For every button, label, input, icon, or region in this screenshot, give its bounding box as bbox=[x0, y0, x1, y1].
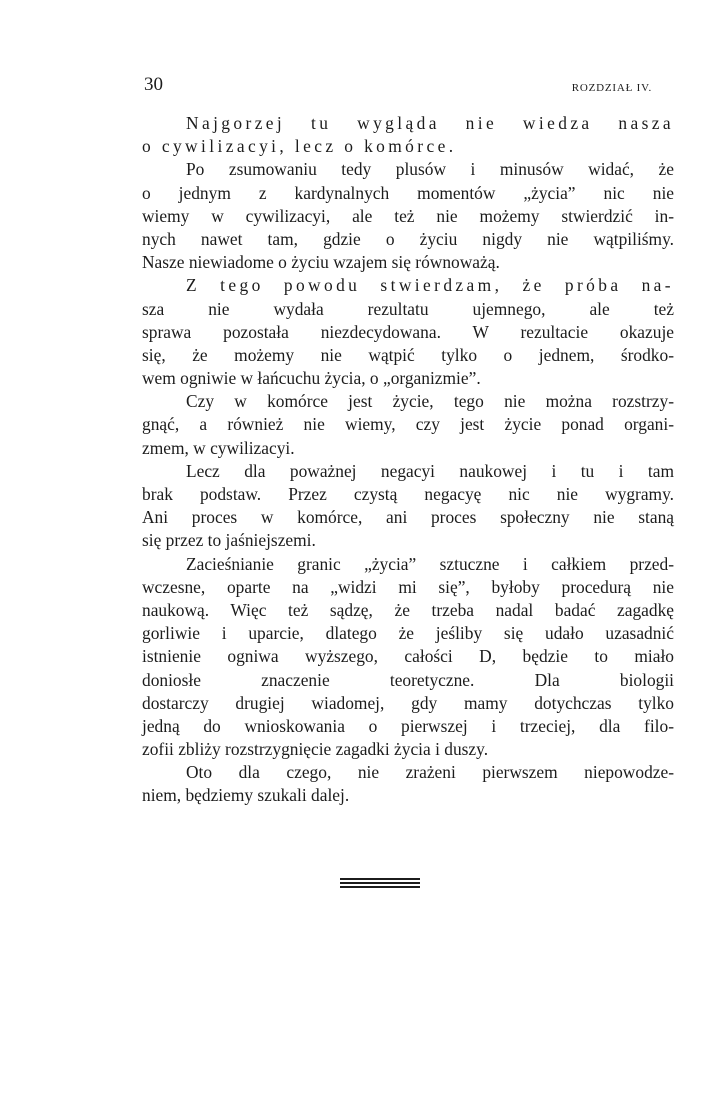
text-line: dostarczy drugiej wiadomej, gdy mamy dotychczas tylko bbox=[142, 692, 674, 713]
text-line: Zacieśnianie granic „życia” sztuczne i całkiem przed- bbox=[186, 553, 674, 574]
text-line: Oto dla czego, nie zrażeni pierwszem niepowodze- bbox=[186, 762, 674, 783]
text-line: zmem, w cywilizacyi. bbox=[142, 437, 295, 458]
text-line: Czy w komórce jest życie, tego nie można rozstrzy- bbox=[186, 391, 674, 412]
text-line: wczesne, oparte na „widzi mi się”, byłoby procedurą nie bbox=[142, 576, 674, 597]
text-line: Nasze niewiadome o życiu wzajem się równoważą. bbox=[142, 252, 500, 273]
text-line: naukową. Więc też sądzę, że trzeba nadal badać zagadkę bbox=[142, 599, 674, 620]
text-line: Po zsumowaniu tedy plusów i minusów widać, że bbox=[186, 159, 674, 180]
running-head: ROZDZIAŁ IV. bbox=[571, 82, 652, 94]
rule-line bbox=[340, 878, 420, 880]
text-line: doniosłe znaczenie teoretyczne. Dla biologii bbox=[142, 669, 674, 690]
text-line: gnąć, a również nie wiemy, czy jest życie ponad organi- bbox=[142, 414, 674, 435]
text-line: się, że możemy nie wątpić tylko o jednem, środko- bbox=[142, 344, 674, 365]
text-line: o cywilizacyi, lecz o komórce. bbox=[142, 136, 457, 157]
text-line: wiemy w cywilizacyi, ale też nie możemy stwierdzić in- bbox=[142, 205, 674, 226]
text-line: o jednym z kardynalnych momentów „życia” nic nie bbox=[142, 182, 674, 203]
end-ornament-rule bbox=[340, 878, 420, 888]
text-line: zofii zbliży rozstrzygnięcie zagadki życia i duszy. bbox=[142, 739, 489, 760]
rule-line bbox=[340, 886, 420, 888]
text-line: nych nawet tam, gdzie o życiu nigdy nie wątpiliśmy. bbox=[142, 228, 674, 249]
text-line: brak podstaw. Przez czystą negacyę nic nie wygramy. bbox=[142, 484, 674, 504]
text-line: sza nie wydała rezultatu ujemnego, ale też bbox=[142, 298, 674, 319]
text-line: Najgorzej tu wygląda nie wiedza nasza bbox=[186, 113, 674, 133]
text-line: Ani proces w komórce, ani proces społeczny nie staną bbox=[142, 507, 674, 528]
page-number: 30 bbox=[144, 74, 163, 95]
body-text bbox=[142, 112, 674, 808]
text-line: gorliwie i uparcie, dlatego że jeśliby się udało uzasadnić bbox=[142, 623, 674, 644]
text-line: niem, będziemy szukali dalej. bbox=[142, 785, 350, 806]
text-line: się przez to jaśniejszemi. bbox=[142, 530, 316, 551]
text-line: istnienie ogniwa wyższego, całości D, będzie to miało bbox=[142, 646, 674, 667]
text-line: Lecz dla poważnej negacyi naukowej i tu i tam bbox=[186, 460, 674, 481]
text-line: wem ogniwie w łańcuchu życia, o „organizmie”. bbox=[142, 368, 481, 389]
text-line: sprawa pozostała niezdecydowana. W rezultacie okazuje bbox=[142, 321, 674, 342]
text-line: Z tego powodu stwierdzam, że próba na- bbox=[186, 275, 674, 296]
rule-line bbox=[340, 882, 420, 884]
text-line: jedną do wnioskowania o pierwszej i trzeciej, dla filo- bbox=[142, 715, 674, 736]
